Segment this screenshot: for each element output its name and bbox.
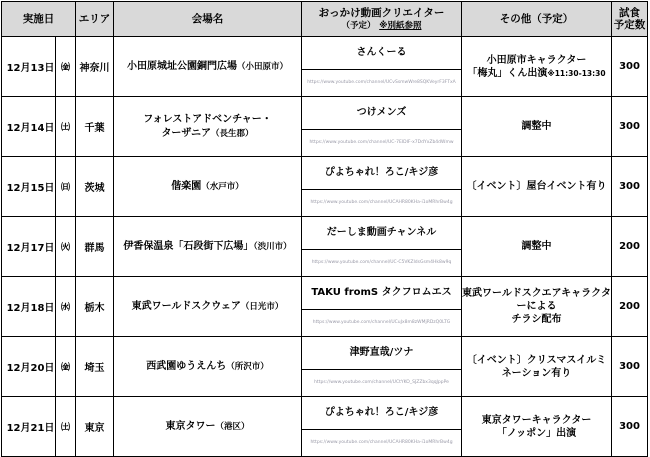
event-schedule-table [1, 1, 648, 457]
qty-cell: 200 [612, 217, 648, 277]
creator-name: だーしま動画チャンネル [302, 217, 461, 250]
other-line: 「ノッポン」出演 [496, 427, 577, 439]
creator-channel-link[interactable]: https://www.youtube.com/channel/UCuJx8m8zWMjRDzQ0LTG [312, 320, 451, 325]
date-cell: 12月18日 [2, 277, 56, 337]
weekday-cell: ㈯ [56, 397, 76, 457]
date-cell: 12月20日 [2, 337, 56, 397]
creator-cell [302, 97, 462, 157]
creator-name: さんくーる [302, 37, 461, 70]
other-line: 調整中 [521, 121, 552, 132]
venue-line: 西武園ゆうえんち [146, 360, 227, 372]
date-cell: 12月17日 [2, 217, 56, 277]
venue-line: （所沢市） [226, 361, 269, 372]
date-cell: 12月14日 [2, 97, 56, 157]
weekday-cell: ㈮ [56, 337, 76, 397]
area-cell: 神奈川 [76, 37, 114, 97]
creator-name: 津野直哉/ツナ [302, 337, 461, 370]
date-cell: 12月21日 [2, 397, 56, 457]
other-line: チラシ配布 [511, 314, 562, 325]
area-cell: 埼玉 [76, 337, 114, 397]
other-line: ※11:30-13:30 [547, 68, 606, 78]
other-cell [462, 217, 612, 277]
venue-line: 小田原城址公園銅門広場 [126, 60, 237, 72]
venue-cell [114, 217, 302, 277]
area-cell: 茨城 [76, 157, 114, 217]
creator-cell [302, 277, 462, 337]
creator-channel-link[interactable]: https://www.youtube.com/channel/UCAHR80KHa-i1oMRhrBw4g [310, 440, 453, 445]
area-cell: 栃木 [76, 277, 114, 337]
other-cell [462, 397, 612, 457]
table-row [2, 397, 648, 457]
venue-line: フォレストアドベンチャー・ [143, 114, 272, 125]
creator-cell [302, 337, 462, 397]
venue-cell [114, 157, 302, 217]
venue-line: 東京タワー [165, 420, 216, 432]
table-row [2, 337, 648, 397]
header-qty [612, 2, 648, 37]
header-creator [302, 2, 462, 37]
creator-channel-link[interactable]: https://www.youtube.com/channel/UCAHR80KHa-i1oMRhrBw4g [310, 200, 453, 205]
qty-cell: 300 [612, 157, 648, 217]
header-creator-title: おっかけ動画クリエイター [318, 6, 445, 19]
venue-line: 偕楽園 [171, 180, 202, 192]
other-cell [462, 337, 612, 397]
weekday-cell: ㈰ [56, 157, 76, 217]
header-row [2, 2, 648, 37]
header-date: 実施日 [2, 2, 76, 37]
venue-cell [114, 337, 302, 397]
header-other: その他（予定） [462, 2, 612, 37]
venue-cell [114, 277, 302, 337]
table-row [2, 97, 648, 157]
header-creator-note: ※別紙参照 [379, 20, 422, 31]
qty-cell: 300 [612, 97, 648, 157]
weekday-cell: ㈫ [56, 217, 76, 277]
area-cell: 千葉 [76, 97, 114, 157]
venue-line: （渋川市） [253, 241, 292, 252]
header-qty-line2: 予定数 [613, 19, 646, 31]
creator-name: ぴよちゃれ！ろこ/キジ彦 [302, 397, 461, 430]
other-cell [462, 157, 612, 217]
creator-channel-link[interactable]: https://www.youtube.com/channel/UC-7EIDIF-x7DdYxZb4dWmw [309, 140, 454, 145]
weekday-cell: ㈮ [56, 37, 76, 97]
qty-cell: 300 [612, 397, 648, 457]
creator-cell [302, 217, 462, 277]
venue-line: （港区） [215, 421, 250, 432]
header-creator-planned: （予定） [341, 20, 376, 31]
venue-line: （日光市） [240, 301, 284, 312]
creator-name: TAKU fromS タクフロムエス [302, 277, 461, 310]
venue-line: （小田原市） [236, 61, 288, 72]
weekday-cell: ㈯ [56, 97, 76, 157]
creator-cell [302, 397, 462, 457]
other-line: 調整中 [521, 241, 552, 252]
other-cell [462, 37, 612, 97]
header-qty-line1: 試食 [619, 6, 640, 19]
date-cell: 12月15日 [2, 157, 56, 217]
header-area: エリア [76, 2, 114, 37]
venue-line: （長生郡） [211, 128, 254, 139]
creator-channel-link[interactable]: https://www.youtube.com/channel/UCvSsmwWre8SQKVeyrF3FTxA [307, 80, 456, 85]
other-line: 「梅丸」くん出演 [467, 67, 548, 79]
area-cell: 東京 [76, 397, 114, 457]
table-row [2, 157, 648, 217]
qty-cell: 300 [612, 37, 648, 97]
weekday-cell: ㈬ [56, 277, 76, 337]
creator-channel-link[interactable]: https://www.youtube.com/channel/UCtYKO_SJZZbx3qqJppPe [314, 380, 449, 385]
other-line: 小田原市キャラクター [486, 54, 587, 66]
other-line: 〔イベント〕クリスマスイルミネーション有り [466, 354, 607, 379]
creator-name: つけメンズ [302, 97, 461, 130]
venue-line: （水戸市） [201, 181, 244, 192]
venue-cell [114, 37, 302, 97]
area-cell: 群馬 [76, 217, 114, 277]
other-cell [462, 97, 612, 157]
venue-line: 東武ワールドスクウェア [131, 300, 241, 312]
other-line: 東京タワーキャラクター [481, 414, 592, 426]
venue-cell [114, 397, 302, 457]
table-row [2, 217, 648, 277]
table-body [2, 37, 648, 457]
header-venue: 会場名 [114, 2, 302, 37]
venue-line: 伊香保温泉「石段街下広場」 [123, 240, 254, 252]
creator-cell [302, 37, 462, 97]
other-line: 東武ワールドスクエアキャラクターによる [462, 288, 611, 312]
table-row [2, 277, 648, 337]
other-line: 〔イベント〕屋台イベント有り [466, 181, 607, 192]
date-cell: 12月13日 [2, 37, 56, 97]
table-row [2, 37, 648, 97]
creator-cell [302, 157, 462, 217]
other-cell [462, 277, 612, 337]
qty-cell: 200 [612, 277, 648, 337]
qty-cell: 300 [612, 337, 648, 397]
venue-line: ターザニア [161, 127, 212, 139]
creator-name: ぴよちゃれ！ろこ/キジ彦 [302, 157, 461, 190]
creator-channel-link[interactable]: https://www.youtube.com/channel/UC-C5VKZIdsGsm4Hk8w9q [311, 260, 452, 265]
venue-cell [114, 97, 302, 157]
